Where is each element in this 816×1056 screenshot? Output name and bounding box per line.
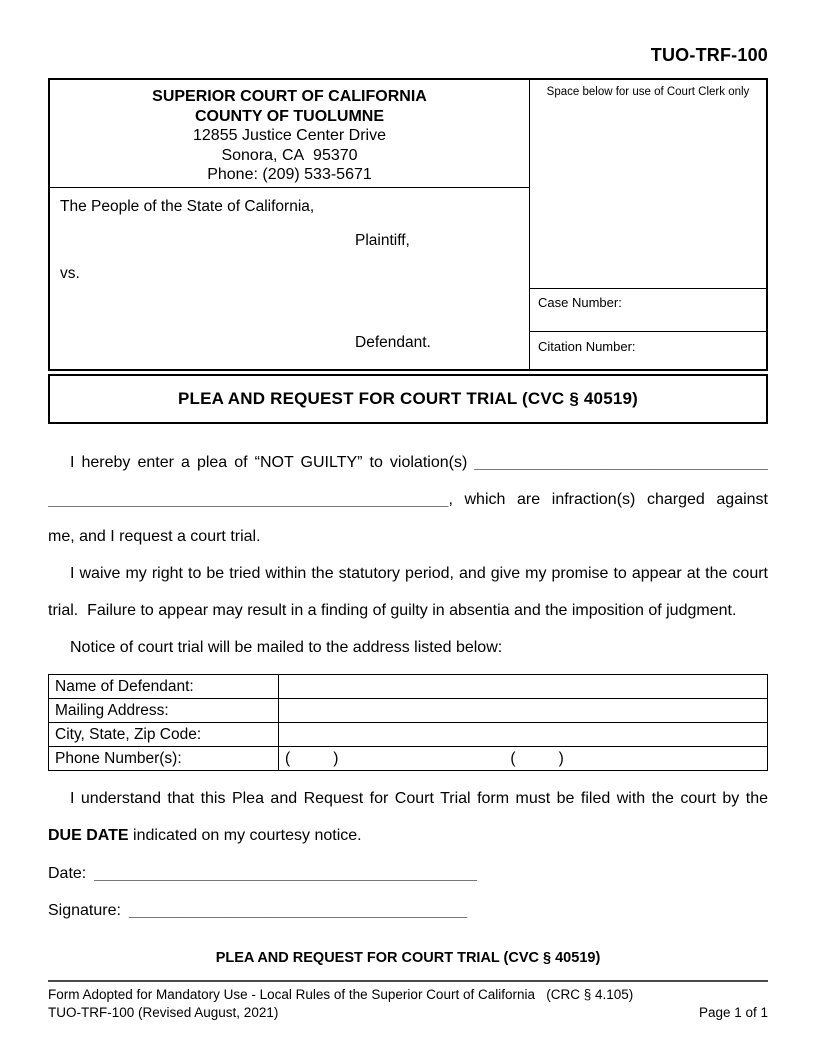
city-state-zip-field[interactable] [279, 723, 768, 747]
phone-numbers-label: Phone Number(s): [49, 747, 279, 771]
plea-paragraph-line1 [48, 444, 768, 481]
due-date-line1: I understand that this Plea and Request for Court Trial form must be filed with the court by the [70, 790, 768, 807]
due-date-emphasis: DUE DATE [48, 827, 129, 844]
waiver-paragraph-line1: I waive my right to be tried within the statutory period, and give my promise to appear at the court [70, 565, 768, 582]
mailing-address-field[interactable] [279, 699, 768, 723]
case-number-field[interactable] [530, 288, 766, 331]
plea-paragraph-line3: me, and I request a court trial. [48, 528, 261, 545]
court-address-line2: Sonora, CA 95370 [221, 146, 358, 164]
due-date-line2 [48, 817, 768, 854]
court-name-line2: COUNTY OF TUOLUMNE [194, 107, 385, 125]
form-number: TUO-TRF-100 [650, 45, 768, 65]
footer-page-number: Page 1 of 1 [698, 1005, 768, 1020]
court-phone: Phone: (209) 533-5671 [207, 166, 372, 183]
footer-form-revision: TUO-TRF-100 (Revised August, 2021) [48, 1005, 279, 1020]
waiver-paragraph-line2: trial. Failure to appear may result in a finding of guilty in absentia and the imposition of judgment. [48, 602, 737, 619]
caption-left-column [50, 80, 529, 369]
plaintiff-name: The People of the State of California, [60, 198, 315, 215]
footer-form-title: PLEA AND REQUEST FOR COURT TRIAL (CVC § 40519) [215, 950, 601, 966]
plea-paragraph-line2 [48, 481, 768, 518]
footer-divider [48, 980, 768, 982]
caption-box [48, 78, 768, 371]
date-row [48, 855, 768, 892]
name-of-defendant-field[interactable] [279, 675, 768, 699]
court-header [50, 80, 529, 188]
name-of-defendant-label: Name of Defendant: [49, 675, 279, 699]
signature-line[interactable]: ______________________________________ [128, 902, 468, 919]
due-date-paragraph [48, 780, 768, 854]
plaintiff-label: Plaintiff, [355, 232, 410, 249]
due-date-rest: indicated on my courtesy notice. [128, 827, 362, 844]
clerk-space[interactable] [530, 80, 766, 288]
violations-blank-1[interactable]: _________________________________ [474, 454, 768, 471]
phone-area-code-2[interactable]: ( ) [510, 749, 564, 767]
notice-paragraph: Notice of court trial will be mailed to the address listed below: [70, 639, 503, 656]
signature-row [48, 892, 768, 929]
signature-label: Signature: [48, 902, 121, 919]
table-row-mailing [49, 699, 768, 723]
date-label: Date: [48, 865, 87, 882]
plea-text: I hereby enter a plea of “NOT GUILTY” to violation(s) [70, 454, 475, 471]
defendant-address-table [48, 674, 768, 771]
phone-area-code-1[interactable]: ( ) [285, 749, 339, 767]
citation-number-label: Citation Number: [538, 339, 636, 354]
violations-blank-2[interactable]: _____________________________________________ [48, 491, 449, 508]
form-title-box [48, 374, 768, 424]
table-row-phone [49, 747, 768, 771]
form-title: PLEA AND REQUEST FOR COURT TRIAL (CVC § 40519) [177, 389, 639, 408]
parties-section [50, 188, 529, 369]
caption-right-column [529, 80, 766, 369]
citation-number-field[interactable] [530, 331, 766, 369]
versus-label: vs. [60, 265, 80, 282]
defendant-label: Defendant. [355, 334, 431, 351]
case-number-label: Case Number: [538, 295, 622, 310]
mailing-address-label: Mailing Address: [49, 699, 279, 723]
clerk-space-label: Space below for use of Court Clerk only [546, 86, 750, 98]
plea-text-continued: , which are infraction(s) charged against [448, 491, 768, 508]
date-line[interactable]: ___________________________________________ [94, 865, 477, 882]
court-name-line1: SUPERIOR COURT OF CALIFORNIA [152, 88, 427, 105]
city-state-zip-label: City, State, Zip Code: [49, 723, 279, 747]
table-row-name [49, 675, 768, 699]
footer-revision-row [48, 1005, 768, 1020]
phone-numbers-field[interactable] [279, 747, 768, 771]
footer-adoption-note: Form Adopted for Mandatory Use - Local Rules of the Superior Court of California (CRC § 4.105) [48, 987, 634, 1002]
body-text [48, 444, 768, 666]
table-row-city [49, 723, 768, 747]
court-address-line1: 12855 Justice Center Drive [193, 127, 386, 144]
